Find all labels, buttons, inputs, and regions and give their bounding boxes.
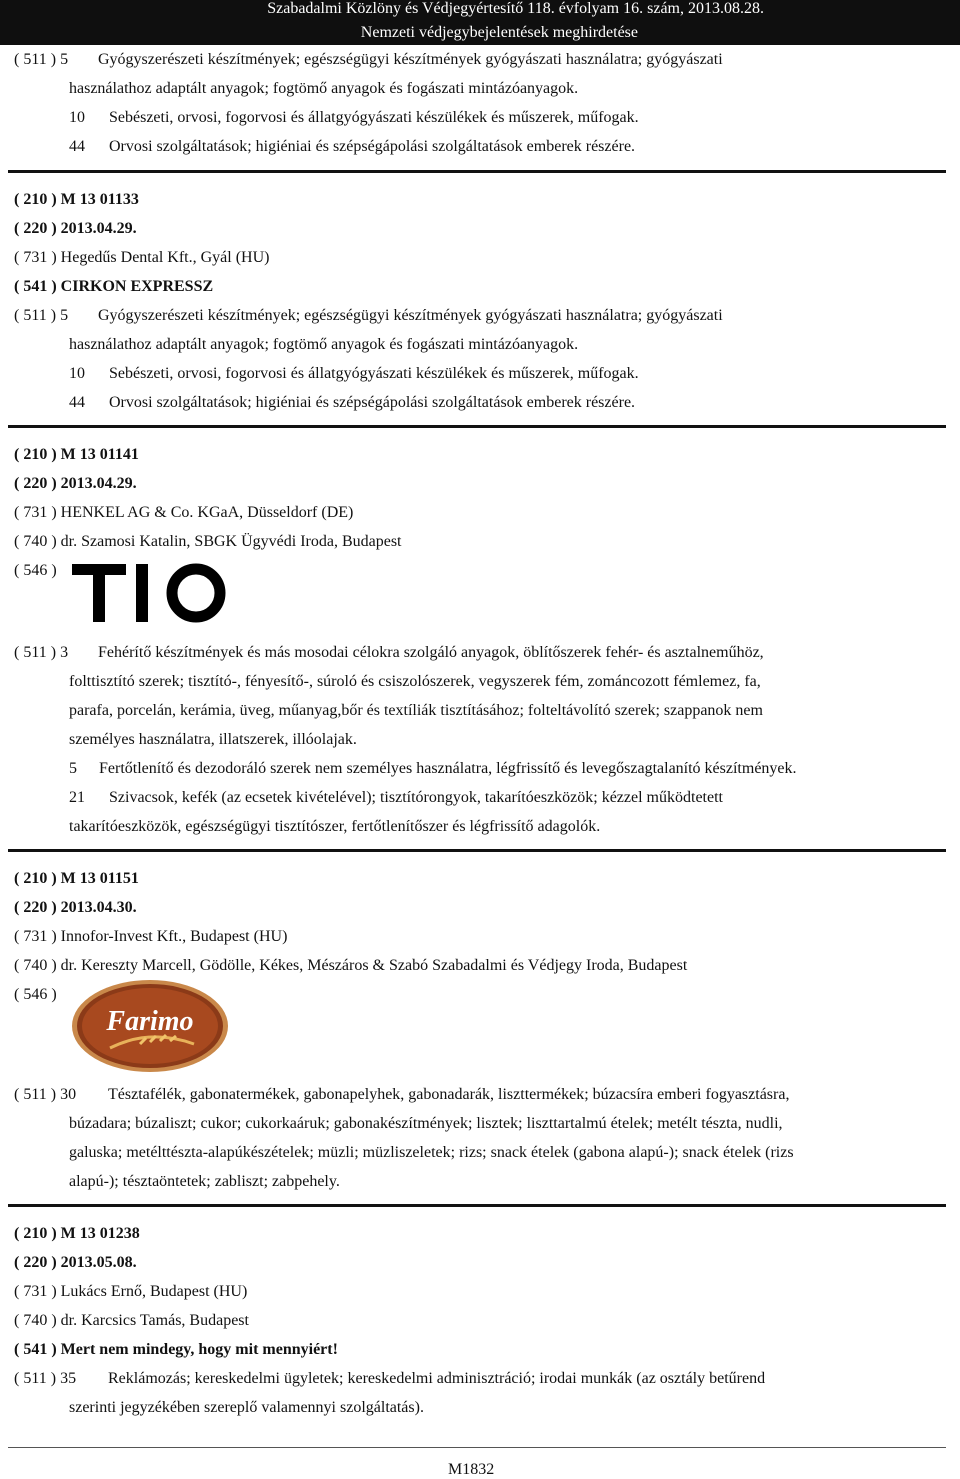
- class-text: Gyógyszerészeti készítmények; egészségügyi készítmények gyógyászati használatra; gyógyászati: [98, 307, 723, 324]
- entry2-representative: ( 740 ) dr. Szamosi Katalin, SBGK Ügyvédi Iroda, Budapest: [14, 533, 402, 550]
- entry1-class-44: [69, 393, 635, 413]
- entry3-511-cont: búzadara; búzaliszt; cukor; cukorkaáruk; gabonakészítmények; lisztek; liszttartalmú ételek; metélt tészta, nudli,: [69, 1115, 783, 1132]
- entry1-applicant: ( 731 ) Hegedűs Dental Kft., Gyál (HU): [14, 249, 270, 266]
- class-number: 5: [69, 760, 77, 777]
- code-511: ( 511 ) 5: [14, 307, 69, 324]
- code-511: ( 511 ) 35: [14, 1370, 77, 1387]
- class-number: 10: [69, 109, 85, 126]
- class-text: Gyógyszerészeti készítmények; egészségügyi készítmények gyógyászati használatra; gyógyászati: [98, 51, 723, 68]
- entry4-application-number: ( 210 ) M 13 01238: [14, 1225, 140, 1242]
- tio-logo: [72, 560, 232, 626]
- code-511: ( 511 ) 30: [14, 1086, 77, 1103]
- entry-separator: [8, 1204, 946, 1207]
- entry1-class-10: [69, 364, 639, 384]
- class-text: Szivacsok, kefék (az ecsetek kivételével); tisztítórongyok, takarítóeszközök; kézzel működtetett: [109, 789, 723, 806]
- class-text: Tésztafélék, gabonatermékek, gabonapelyhek, gabonadarák, liszttermékek; búzacsíra emberi fogyasztásra,: [108, 1086, 790, 1103]
- entry2-classification-511: [14, 643, 764, 663]
- farimo-logo: [70, 978, 230, 1074]
- class-number: 44: [69, 394, 85, 411]
- entry4-classification-511: [14, 1369, 765, 1389]
- entry3-511-cont: galuska; metélttészta-alapúkészételek; müzli; müzliszeletek; rizs; snack ételek (gabona alapú-); snack ételek (rizs: [69, 1144, 794, 1161]
- entry2-511-cont: folttisztító szerek; tisztító-, fényesítő-, súroló és csiszolószerek, vegyszerek fém, zománcozott fémlemez, fa,: [69, 673, 761, 690]
- class-text: Orvosi szolgáltatások; higiéniai és szépségápolási szolgáltatások emberek részére.: [109, 394, 636, 411]
- entry2-class-21-cont: takarítóeszközök, egészségügyi tisztítószer, fertőtlenítőszer és légfrissítő adagolók.: [69, 818, 601, 835]
- farimo-logo-text: Farimo: [106, 1006, 194, 1037]
- entry0-511-cont: használathoz adaptált anyagok; fogtömő anyagok és fogászati mintázóanyagok.: [69, 80, 579, 97]
- entry2-filing-date: ( 220 ) 2013.04.29.: [14, 475, 137, 492]
- entry3-applicant: ( 731 ) Innofor-Invest Kft., Budapest (HU): [14, 928, 288, 945]
- class-number: 21: [69, 789, 85, 806]
- code-511: ( 511 ) 3: [14, 644, 69, 661]
- entry4-filing-date: ( 220 ) 2013.05.08.: [14, 1254, 137, 1271]
- journal-title: Szabadalmi Közlöny és Védjegyértesítő 118. évfolyam 16. szám, 2013.08.28.: [267, 0, 764, 17]
- class-number: 10: [69, 365, 85, 382]
- entry0-class-44: [69, 137, 635, 157]
- entry1-511-cont: használathoz adaptált anyagok; fogtömő anyagok és fogászati mintázóanyagok.: [69, 336, 579, 353]
- entry-separator: [8, 425, 946, 428]
- entry3-figurative-code: ( 546 ): [14, 986, 57, 1003]
- entry2-application-number: ( 210 ) M 13 01141: [14, 446, 139, 463]
- entry1-classification-511: [14, 306, 723, 326]
- section-title: Nemzeti védjegybejelentések meghirdetése: [360, 24, 638, 41]
- entry3-classification-511: [14, 1085, 789, 1105]
- class-text: Reklámozás; kereskedelmi ügyletek; kereskedelmi adminisztráció; irodai munkák (az osztály betűrend: [108, 1370, 766, 1387]
- entry2-applicant: ( 731 ) HENKEL AG & Co. KGaA, Düsseldorf (DE): [14, 504, 354, 521]
- entry0-class-10: [69, 108, 639, 128]
- entry1-application-number: ( 210 ) M 13 01133: [14, 191, 139, 208]
- entry0-classification-511: [14, 50, 723, 70]
- entry2-class-21: [69, 788, 723, 808]
- code-511: ( 511 ) 5: [14, 51, 69, 68]
- class-text: Fehérítő készítmények és más mosodai célokra szolgáló anyagok, öblítőszerek fehér- és asztalneműhöz,: [98, 644, 764, 661]
- class-text: Sebészeti, orvosi, fogorvosi és állatgyógyászati készülékek és műszerek, műfogak.: [109, 365, 639, 382]
- entry1-wordmark: ( 541 ) CIRKON EXPRESSZ: [14, 278, 214, 295]
- entry3-filing-date: ( 220 ) 2013.04.30.: [14, 899, 137, 916]
- entry3-application-number: ( 210 ) M 13 01151: [14, 870, 139, 887]
- class-text: Fertőtlenítő és dezodoráló szerek nem személyes használatra, légfrissítő és levegőszagtalanító készítmények.: [99, 760, 797, 777]
- class-text: Sebészeti, orvosi, fogorvosi és állatgyógyászati készülékek és műszerek, műfogak.: [109, 109, 639, 126]
- entry4-applicant: ( 731 ) Lukács Ernő, Budapest (HU): [14, 1283, 248, 1300]
- entry2-figurative-code: ( 546 ): [14, 562, 57, 579]
- entry4-wordmark: ( 541 ) Mert nem mindegy, hogy mit mennyiért!: [14, 1341, 338, 1358]
- class-text: Orvosi szolgáltatások; higiéniai és szépségápolási szolgáltatások emberek részére.: [109, 138, 636, 155]
- entry4-511-cont: szerinti jegyzékében szereplő valamennyi szolgáltatás).: [69, 1399, 424, 1416]
- page-number: M1832: [448, 1461, 495, 1478]
- entry1-filing-date: ( 220 ) 2013.04.29.: [14, 220, 137, 237]
- entry2-511-cont: személyes használatra, illatszerek, illóolajak.: [69, 731, 357, 748]
- entry3-511-cont: alapú-); tésztaöntetek; zabliszt; zabpehely.: [69, 1173, 340, 1190]
- entry-separator: [8, 849, 946, 852]
- entry2-511-cont: parafa, porcelán, kerámia, üveg, műanyag,bőr és textíliák tisztításához; folteltávolító szerek; szappanok nem: [69, 702, 763, 719]
- entry2-class-5: [69, 759, 797, 779]
- entry-separator: [8, 170, 946, 173]
- class-number: 44: [69, 138, 85, 155]
- entry3-representative: ( 740 ) dr. Kereszty Marcell, Gödölle, Kékes, Mészáros & Szabó Szabadalmi és Védjegy Iroda, Budapest: [14, 957, 688, 974]
- footer-rule: [8, 1447, 946, 1448]
- entry4-representative: ( 740 ) dr. Karcsics Tamás, Budapest: [14, 1312, 249, 1329]
